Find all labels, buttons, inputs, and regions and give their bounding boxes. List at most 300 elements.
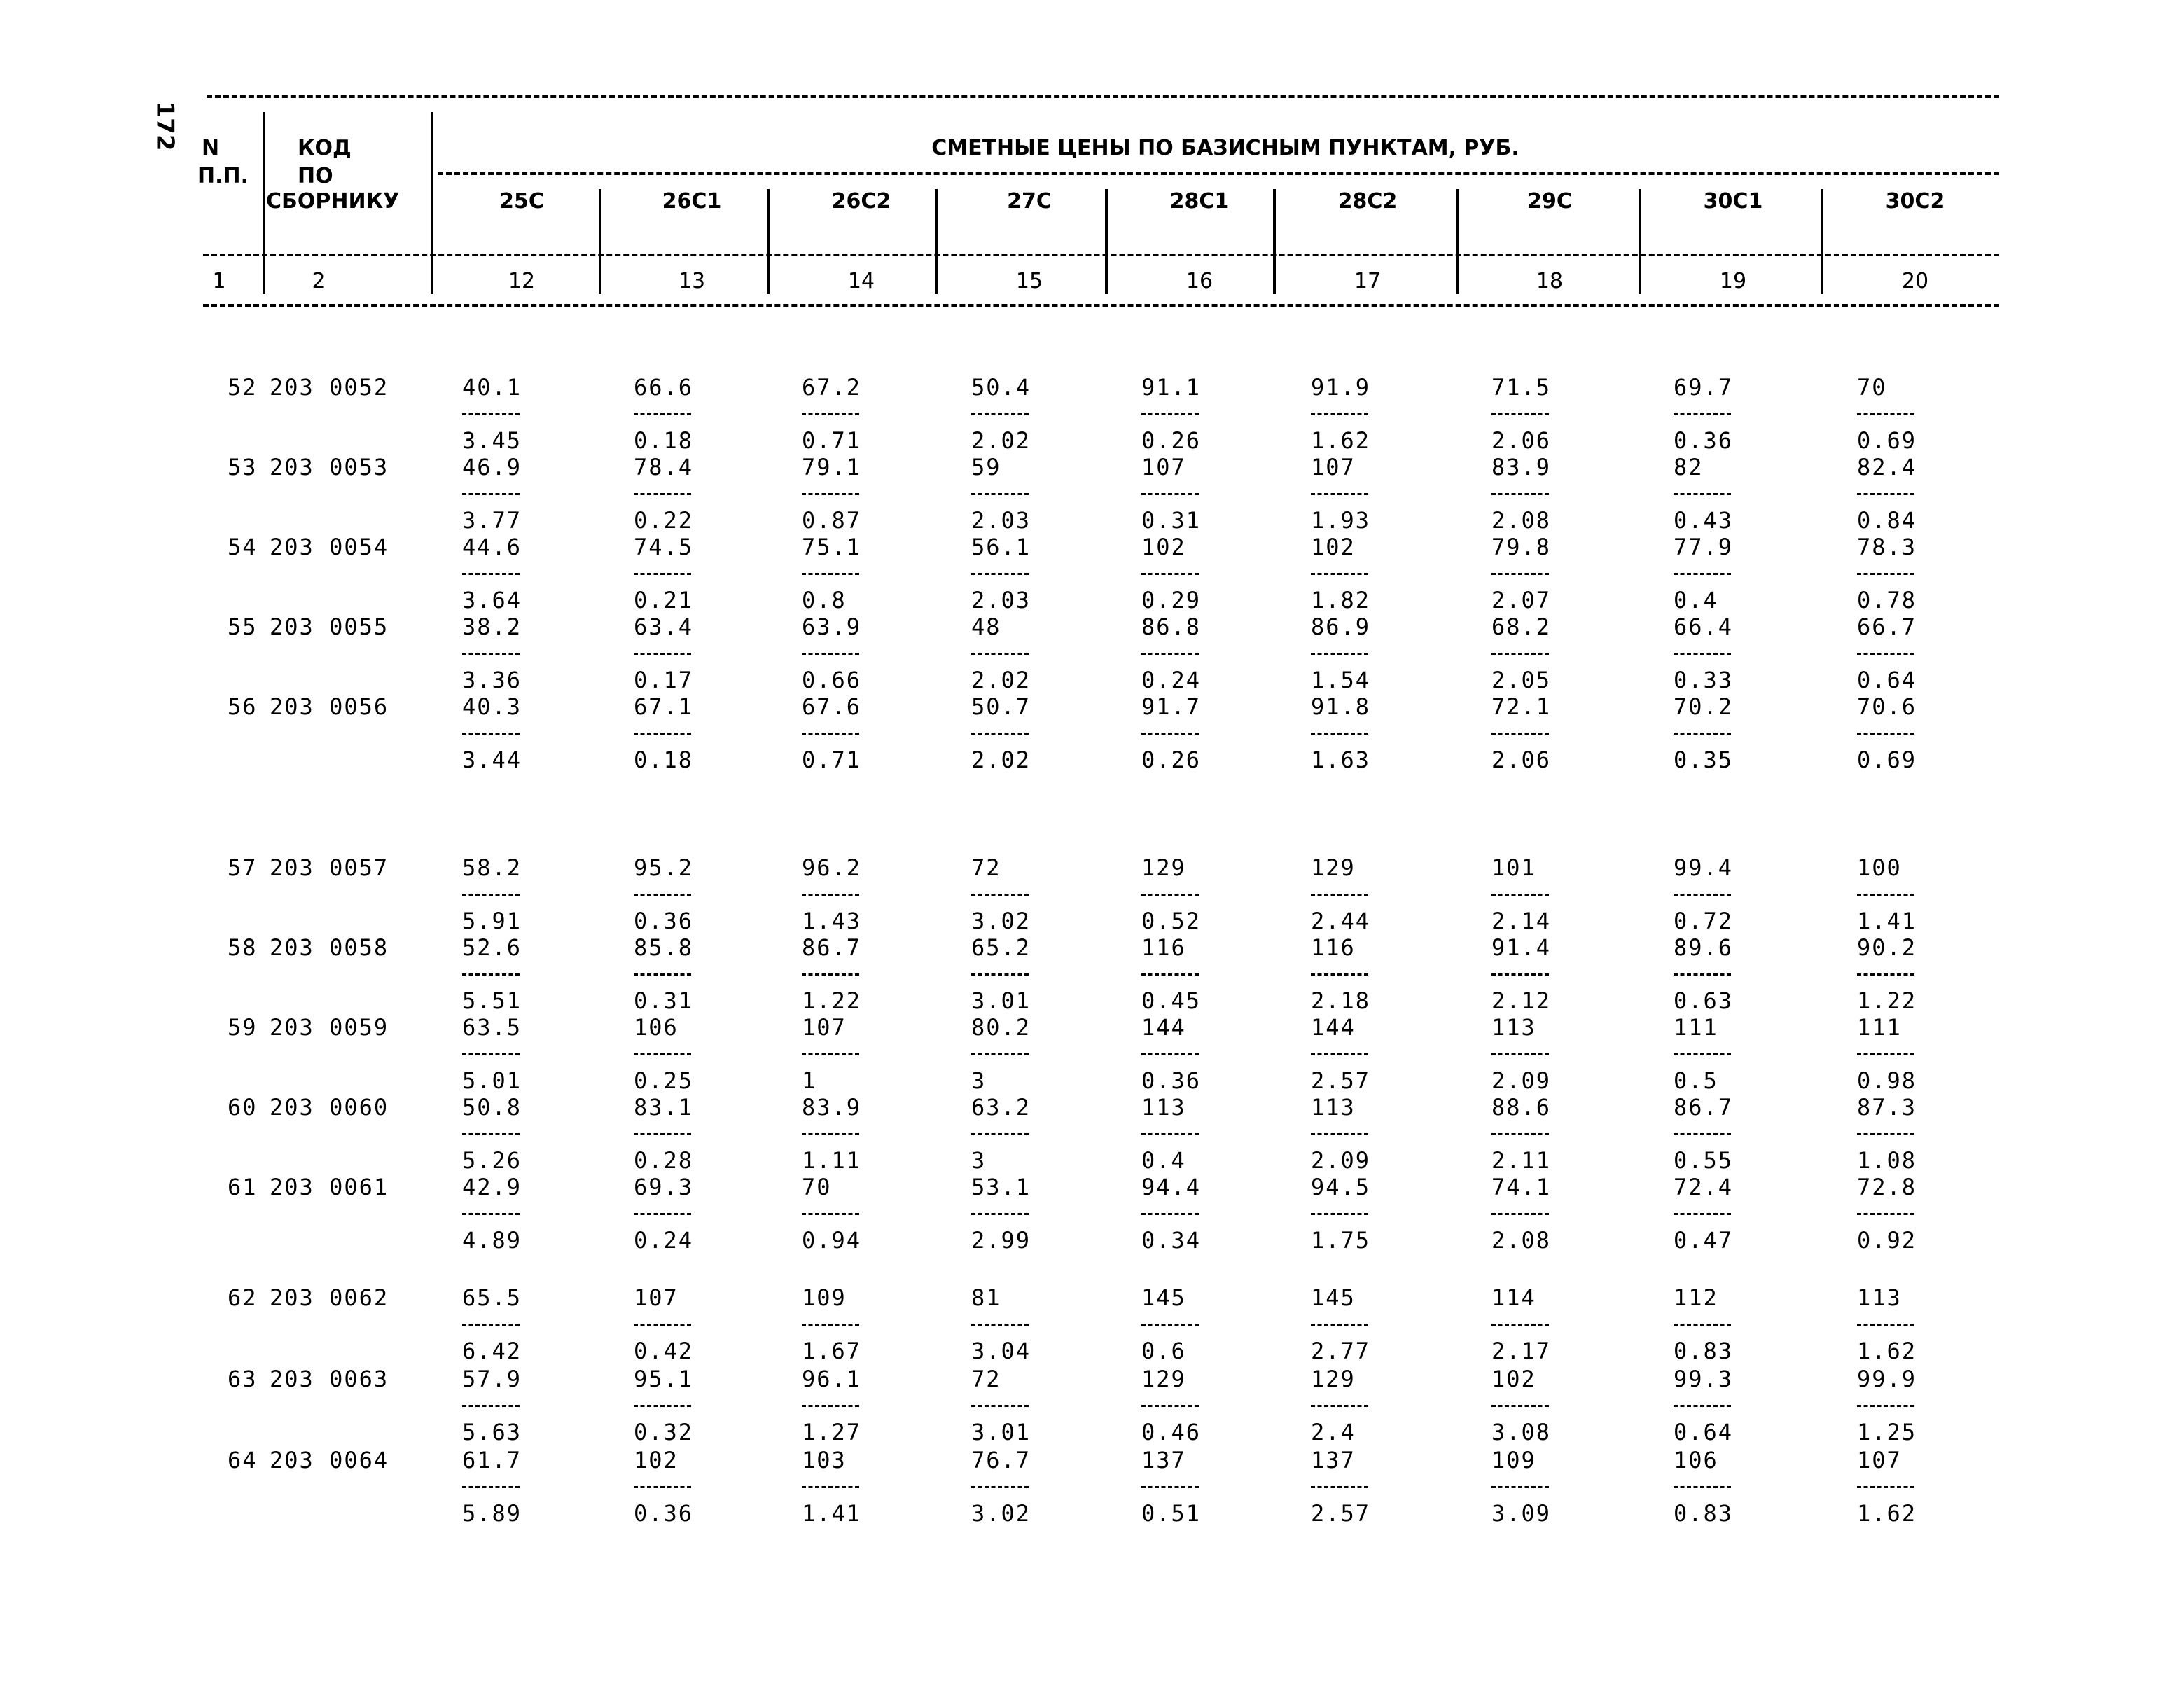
price-numerator: 67.6 <box>802 693 862 720</box>
price-denominator: 0.26 <box>1141 747 1202 773</box>
fraction-line <box>634 573 691 575</box>
fraction-line <box>462 1405 520 1407</box>
fraction-line <box>1311 1213 1368 1215</box>
price-numerator: 63.5 <box>462 1014 522 1041</box>
fraction-line <box>1491 1053 1549 1055</box>
row-number: 63 <box>228 1366 258 1392</box>
fraction-line <box>1311 493 1368 495</box>
price-numerator: 107 <box>1857 1447 1902 1473</box>
price-denominator: 0.55 <box>1674 1147 1734 1174</box>
fraction-line <box>1674 653 1731 655</box>
price-denominator: 3.02 <box>971 908 1031 934</box>
fraction-line <box>1141 1053 1199 1055</box>
fraction-line <box>462 733 520 735</box>
price-denominator: 0.64 <box>1857 667 1917 693</box>
point-name-header: 30С1 <box>1703 189 1763 214</box>
price-numerator: 86.8 <box>1141 613 1202 640</box>
price-numerator: 50.7 <box>971 693 1031 720</box>
fraction-line <box>1311 973 1368 976</box>
price-numerator: 88.6 <box>1491 1094 1552 1121</box>
price-numerator: 65.5 <box>462 1284 522 1311</box>
row-code: 203 0057 <box>270 854 389 881</box>
col-divider <box>1639 189 1641 294</box>
fraction-line <box>462 1213 520 1215</box>
column-number: 14 <box>847 269 875 293</box>
price-denominator: 3.44 <box>462 747 522 773</box>
price-numerator: 58.2 <box>462 854 522 881</box>
price-denominator: 5.63 <box>462 1419 522 1445</box>
price-denominator: 0.25 <box>634 1067 694 1094</box>
price-numerator: 113 <box>1141 1094 1186 1121</box>
fraction-line <box>1674 894 1731 896</box>
price-numerator: 81 <box>971 1284 1001 1311</box>
fraction-line <box>1141 1213 1199 1215</box>
price-numerator: 109 <box>802 1284 847 1311</box>
price-denominator: 0.36 <box>634 1500 694 1527</box>
fraction-line <box>1857 573 1914 575</box>
price-denominator: 5.51 <box>462 987 522 1014</box>
col-n-header-sub: П.П. <box>197 164 249 188</box>
col-divider <box>263 112 265 294</box>
fraction-line <box>1141 653 1199 655</box>
column-number: 13 <box>678 269 706 293</box>
price-numerator: 77.9 <box>1674 534 1734 560</box>
row-number: 55 <box>228 613 258 640</box>
price-numerator: 70.6 <box>1857 693 1917 720</box>
price-denominator: 3.02 <box>971 1500 1031 1527</box>
price-numerator: 86.7 <box>1674 1094 1734 1121</box>
price-denominator: 0.42 <box>634 1338 694 1364</box>
price-denominator: 0.78 <box>1857 587 1917 613</box>
point-name-header: 28С1 <box>1169 189 1230 214</box>
price-numerator: 116 <box>1141 934 1186 961</box>
price-numerator: 78.3 <box>1857 534 1917 560</box>
price-numerator: 129 <box>1141 854 1186 881</box>
price-numerator: 63.4 <box>634 613 694 640</box>
price-denominator: 0.69 <box>1857 427 1917 454</box>
price-numerator: 103 <box>802 1447 847 1473</box>
row-number: 56 <box>228 693 258 720</box>
fraction-line <box>802 493 859 495</box>
price-numerator: 83.1 <box>634 1094 694 1121</box>
fraction-line <box>1857 1133 1914 1135</box>
fraction-line <box>802 1324 859 1326</box>
fraction-line <box>802 1405 859 1407</box>
fraction-line <box>634 493 691 495</box>
price-numerator: 86.9 <box>1311 613 1371 640</box>
price-numerator: 109 <box>1491 1447 1536 1473</box>
price-denominator: 0.72 <box>1674 908 1734 934</box>
price-denominator: 1.54 <box>1311 667 1371 693</box>
fraction-line <box>1311 894 1368 896</box>
price-numerator: 144 <box>1141 1014 1186 1041</box>
point-name-header: 27С <box>1007 189 1052 214</box>
prices-title: СМЕТНЫЕ ЦЕНЫ ПО БАЗИСНЫМ ПУНКТАМ, РУБ. <box>931 136 1519 160</box>
fraction-line <box>802 733 859 735</box>
column-number: 15 <box>1015 269 1043 293</box>
price-denominator: 0.43 <box>1674 507 1734 534</box>
row-code: 203 0063 <box>270 1366 389 1392</box>
price-numerator: 99.4 <box>1674 854 1734 881</box>
price-denominator: 4.89 <box>462 1227 522 1254</box>
price-numerator: 53.1 <box>971 1174 1031 1200</box>
price-denominator: 0.17 <box>634 667 694 693</box>
fraction-line <box>462 973 520 976</box>
price-denominator: 2.03 <box>971 507 1031 534</box>
price-denominator: 0.84 <box>1857 507 1917 534</box>
price-numerator: 38.2 <box>462 613 522 640</box>
fraction-line <box>634 973 691 976</box>
header-bottom-rule <box>203 304 1999 307</box>
price-numerator: 66.6 <box>634 374 694 401</box>
fraction-line <box>971 1053 1029 1055</box>
price-numerator: 83.9 <box>802 1094 862 1121</box>
fraction-line <box>1141 1133 1199 1135</box>
price-denominator: 0.6 <box>1141 1338 1186 1364</box>
price-denominator: 5.91 <box>462 908 522 934</box>
column-number: 20 <box>1901 269 1929 293</box>
fraction-line <box>802 973 859 976</box>
row-code: 203 0060 <box>270 1094 389 1121</box>
fraction-line <box>1674 1053 1731 1055</box>
fraction-line <box>1674 493 1731 495</box>
price-numerator: 66.7 <box>1857 613 1917 640</box>
price-numerator: 70 <box>1857 374 1887 401</box>
col-divider <box>1273 189 1276 294</box>
price-denominator: 0.18 <box>634 747 694 773</box>
price-denominator: 2.05 <box>1491 667 1552 693</box>
price-numerator: 65.2 <box>971 934 1031 961</box>
price-denominator: 2.02 <box>971 747 1031 773</box>
header-mid-rule <box>203 254 1999 256</box>
price-denominator: 0.64 <box>1674 1419 1734 1445</box>
fraction-line <box>1491 1405 1549 1407</box>
price-denominator: 0.32 <box>634 1419 694 1445</box>
point-name-header: 26С2 <box>831 189 891 214</box>
column-number: 16 <box>1185 269 1213 293</box>
price-denominator: 1.43 <box>802 908 862 934</box>
row-number: 60 <box>228 1094 258 1121</box>
row-code: 203 0064 <box>270 1447 389 1473</box>
price-numerator: 75.1 <box>802 534 862 560</box>
fraction-line <box>1857 973 1914 976</box>
price-numerator: 67.2 <box>802 374 862 401</box>
fraction-line <box>1141 1405 1199 1407</box>
fraction-line <box>1311 653 1368 655</box>
fraction-line <box>634 733 691 735</box>
price-denominator: 3 <box>971 1067 987 1094</box>
price-denominator: 2.08 <box>1491 1227 1552 1254</box>
price-denominator: 0.35 <box>1674 747 1734 773</box>
fraction-line <box>1491 973 1549 976</box>
price-numerator: 80.2 <box>971 1014 1031 1041</box>
price-denominator: 1.75 <box>1311 1227 1371 1254</box>
fraction-line <box>1311 1405 1368 1407</box>
row-code: 203 0053 <box>270 454 389 480</box>
price-denominator: 1.41 <box>802 1500 862 1527</box>
row-code: 203 0061 <box>270 1174 389 1200</box>
column-number: 18 <box>1536 269 1564 293</box>
fraction-line <box>1491 493 1549 495</box>
price-denominator: 3.01 <box>971 1419 1031 1445</box>
col-code-header-sub2: СБОРНИКУ <box>266 189 400 214</box>
fraction-line <box>1141 413 1199 415</box>
point-name-header: 26С1 <box>662 189 722 214</box>
price-numerator: 129 <box>1311 854 1356 881</box>
column-number: 17 <box>1354 269 1382 293</box>
point-name-header: 29С <box>1527 189 1572 214</box>
price-numerator: 71.5 <box>1491 374 1552 401</box>
fraction-line <box>1311 1053 1368 1055</box>
price-denominator: 0.34 <box>1141 1227 1202 1254</box>
price-numerator: 63.2 <box>971 1094 1031 1121</box>
price-numerator: 72 <box>971 1366 1001 1392</box>
price-numerator: 95.2 <box>634 854 694 881</box>
fraction-line <box>634 1405 691 1407</box>
price-numerator: 145 <box>1311 1284 1356 1311</box>
row-number: 61 <box>228 1174 258 1200</box>
price-denominator: 1.62 <box>1311 427 1371 454</box>
fraction-line <box>634 1213 691 1215</box>
price-denominator: 1.41 <box>1857 908 1917 934</box>
price-denominator: 2.07 <box>1491 587 1552 613</box>
price-numerator: 48 <box>971 613 1001 640</box>
price-denominator: 1.62 <box>1857 1338 1917 1364</box>
col-divider <box>1105 189 1108 294</box>
price-denominator: 2.06 <box>1491 747 1552 773</box>
fraction-line <box>1141 493 1199 495</box>
row-number: 57 <box>228 854 258 881</box>
price-numerator: 79.8 <box>1491 534 1552 560</box>
price-numerator: 44.6 <box>462 534 522 560</box>
price-denominator: 2.02 <box>971 667 1031 693</box>
fraction-line <box>1311 1486 1368 1488</box>
fraction-line <box>1491 1324 1549 1326</box>
price-denominator: 0.83 <box>1674 1500 1734 1527</box>
price-denominator: 1.08 <box>1857 1147 1917 1174</box>
fraction-line <box>1491 1486 1549 1488</box>
price-denominator: 0.5 <box>1674 1067 1718 1094</box>
price-denominator: 1.22 <box>802 987 862 1014</box>
price-denominator: 1.62 <box>1857 1500 1917 1527</box>
fraction-line <box>971 1213 1029 1215</box>
price-numerator: 95.1 <box>634 1366 694 1392</box>
price-numerator: 107 <box>1311 454 1356 480</box>
price-denominator: 1.93 <box>1311 507 1371 534</box>
fraction-line <box>634 653 691 655</box>
price-numerator: 96.2 <box>802 854 862 881</box>
fraction-line <box>1311 413 1368 415</box>
price-denominator: 0.45 <box>1141 987 1202 1014</box>
price-numerator: 91.1 <box>1141 374 1202 401</box>
fraction-line <box>971 1486 1029 1488</box>
col-divider <box>431 112 433 294</box>
fraction-line <box>1857 653 1914 655</box>
fraction-line <box>971 413 1029 415</box>
col-divider <box>935 189 938 294</box>
price-numerator: 102 <box>1141 534 1186 560</box>
price-denominator: 1.67 <box>802 1338 862 1364</box>
price-denominator: 0.46 <box>1141 1419 1202 1445</box>
fraction-line <box>802 573 859 575</box>
price-numerator: 91.4 <box>1491 934 1552 961</box>
fraction-line <box>1857 1486 1914 1488</box>
price-denominator: 3.64 <box>462 587 522 613</box>
price-numerator: 69.3 <box>634 1174 694 1200</box>
price-numerator: 129 <box>1141 1366 1186 1392</box>
price-numerator: 94.5 <box>1311 1174 1371 1200</box>
price-numerator: 69.7 <box>1674 374 1734 401</box>
fraction-line <box>802 1213 859 1215</box>
fraction-line <box>802 894 859 896</box>
price-denominator: 2.02 <box>971 427 1031 454</box>
price-numerator: 40.1 <box>462 374 522 401</box>
row-number: 64 <box>228 1447 258 1473</box>
price-numerator: 87.3 <box>1857 1094 1917 1121</box>
fraction-line <box>1674 1405 1731 1407</box>
price-numerator: 57.9 <box>462 1366 522 1392</box>
fraction-line <box>971 1324 1029 1326</box>
point-name-header: 25С <box>499 189 544 214</box>
price-denominator: 0.47 <box>1674 1227 1734 1254</box>
col-divider <box>1456 189 1459 294</box>
column-number: 1 <box>212 269 226 293</box>
column-number: 2 <box>312 269 326 293</box>
price-denominator: 2.03 <box>971 587 1031 613</box>
price-numerator: 72.8 <box>1857 1174 1917 1200</box>
price-numerator: 82.4 <box>1857 454 1917 480</box>
price-denominator: 0.29 <box>1141 587 1202 613</box>
fraction-line <box>1491 733 1549 735</box>
price-numerator: 72.1 <box>1491 693 1552 720</box>
price-numerator: 40.3 <box>462 693 522 720</box>
price-denominator: 5.89 <box>462 1500 522 1527</box>
price-denominator: 3.08 <box>1491 1419 1552 1445</box>
col-code-header: КОД <box>298 136 352 160</box>
price-numerator: 101 <box>1491 854 1536 881</box>
price-numerator: 70.2 <box>1674 693 1734 720</box>
row-number: 58 <box>228 934 258 961</box>
fraction-line <box>1141 573 1199 575</box>
row-code: 203 0059 <box>270 1014 389 1041</box>
price-numerator: 96.1 <box>802 1366 862 1392</box>
price-numerator: 74.5 <box>634 534 694 560</box>
price-denominator: 2.17 <box>1491 1338 1552 1364</box>
page-number: 172 <box>151 101 179 151</box>
price-numerator: 113 <box>1857 1284 1902 1311</box>
fraction-line <box>1674 1213 1731 1215</box>
price-numerator: 102 <box>634 1447 679 1473</box>
row-number: 54 <box>228 534 258 560</box>
price-denominator: 0.24 <box>634 1227 694 1254</box>
price-denominator: 1 <box>802 1067 817 1094</box>
price-denominator: 3.04 <box>971 1338 1031 1364</box>
price-denominator: 0.4 <box>1674 587 1718 613</box>
price-denominator: 0.36 <box>1141 1067 1202 1094</box>
price-denominator: 0.92 <box>1857 1227 1917 1254</box>
price-numerator: 94.4 <box>1141 1174 1202 1200</box>
fraction-line <box>462 1324 520 1326</box>
price-numerator: 46.9 <box>462 454 522 480</box>
col-divider <box>1821 189 1823 294</box>
price-denominator: 1.82 <box>1311 587 1371 613</box>
price-denominator: 0.26 <box>1141 427 1202 454</box>
fraction-line <box>1674 413 1731 415</box>
price-numerator: 86.7 <box>802 934 862 961</box>
fraction-line <box>1491 573 1549 575</box>
price-numerator: 99.3 <box>1674 1366 1734 1392</box>
price-denominator: 3.77 <box>462 507 522 534</box>
price-denominator: 2.77 <box>1311 1338 1371 1364</box>
price-numerator: 129 <box>1311 1366 1356 1392</box>
fraction-line <box>634 1133 691 1135</box>
row-code: 203 0062 <box>270 1284 389 1311</box>
price-denominator: 0.4 <box>1141 1147 1186 1174</box>
row-code: 203 0058 <box>270 934 389 961</box>
point-name-header: 28С2 <box>1337 189 1398 214</box>
fraction-line <box>1674 573 1731 575</box>
fraction-line <box>1857 894 1914 896</box>
row-code: 203 0054 <box>270 534 389 560</box>
price-numerator: 106 <box>634 1014 679 1041</box>
row-number: 62 <box>228 1284 258 1311</box>
column-number: 19 <box>1719 269 1747 293</box>
price-numerator: 107 <box>634 1284 679 1311</box>
fraction-line <box>802 653 859 655</box>
fraction-line <box>1857 493 1914 495</box>
price-numerator: 68.2 <box>1491 613 1552 640</box>
column-number: 12 <box>508 269 536 293</box>
price-numerator: 42.9 <box>462 1174 522 1200</box>
col-divider <box>599 189 601 294</box>
fraction-line <box>1857 1053 1914 1055</box>
price-numerator: 59 <box>971 454 1001 480</box>
col-n-header: N <box>202 136 220 160</box>
price-numerator: 91.9 <box>1311 374 1371 401</box>
price-denominator: 6.42 <box>462 1338 522 1364</box>
price-numerator: 66.4 <box>1674 613 1734 640</box>
price-numerator: 79.1 <box>802 454 862 480</box>
price-denominator: 0.69 <box>1857 747 1917 773</box>
fraction-line <box>971 493 1029 495</box>
fraction-line <box>1491 1133 1549 1135</box>
fraction-line <box>1674 733 1731 735</box>
price-denominator: 0.66 <box>802 667 862 693</box>
price-denominator: 0.71 <box>802 427 862 454</box>
price-numerator: 106 <box>1674 1447 1718 1473</box>
price-denominator: 0.63 <box>1674 987 1734 1014</box>
fraction-line <box>462 413 520 415</box>
price-denominator: 2.12 <box>1491 987 1552 1014</box>
fraction-line <box>1857 413 1914 415</box>
price-denominator: 0.71 <box>802 747 862 773</box>
fraction-line <box>1674 1324 1731 1326</box>
price-numerator: 89.6 <box>1674 934 1734 961</box>
price-denominator: 0.83 <box>1674 1338 1734 1364</box>
price-numerator: 102 <box>1311 534 1356 560</box>
fraction-line <box>634 894 691 896</box>
fraction-line <box>634 1486 691 1488</box>
price-denominator: 0.33 <box>1674 667 1734 693</box>
fraction-line <box>971 733 1029 735</box>
fraction-line <box>971 973 1029 976</box>
price-denominator: 0.28 <box>634 1147 694 1174</box>
fraction-line <box>1491 1213 1549 1215</box>
fraction-line <box>802 1053 859 1055</box>
price-numerator: 82 <box>1674 454 1704 480</box>
price-denominator: 0.52 <box>1141 908 1202 934</box>
price-numerator: 91.8 <box>1311 693 1371 720</box>
